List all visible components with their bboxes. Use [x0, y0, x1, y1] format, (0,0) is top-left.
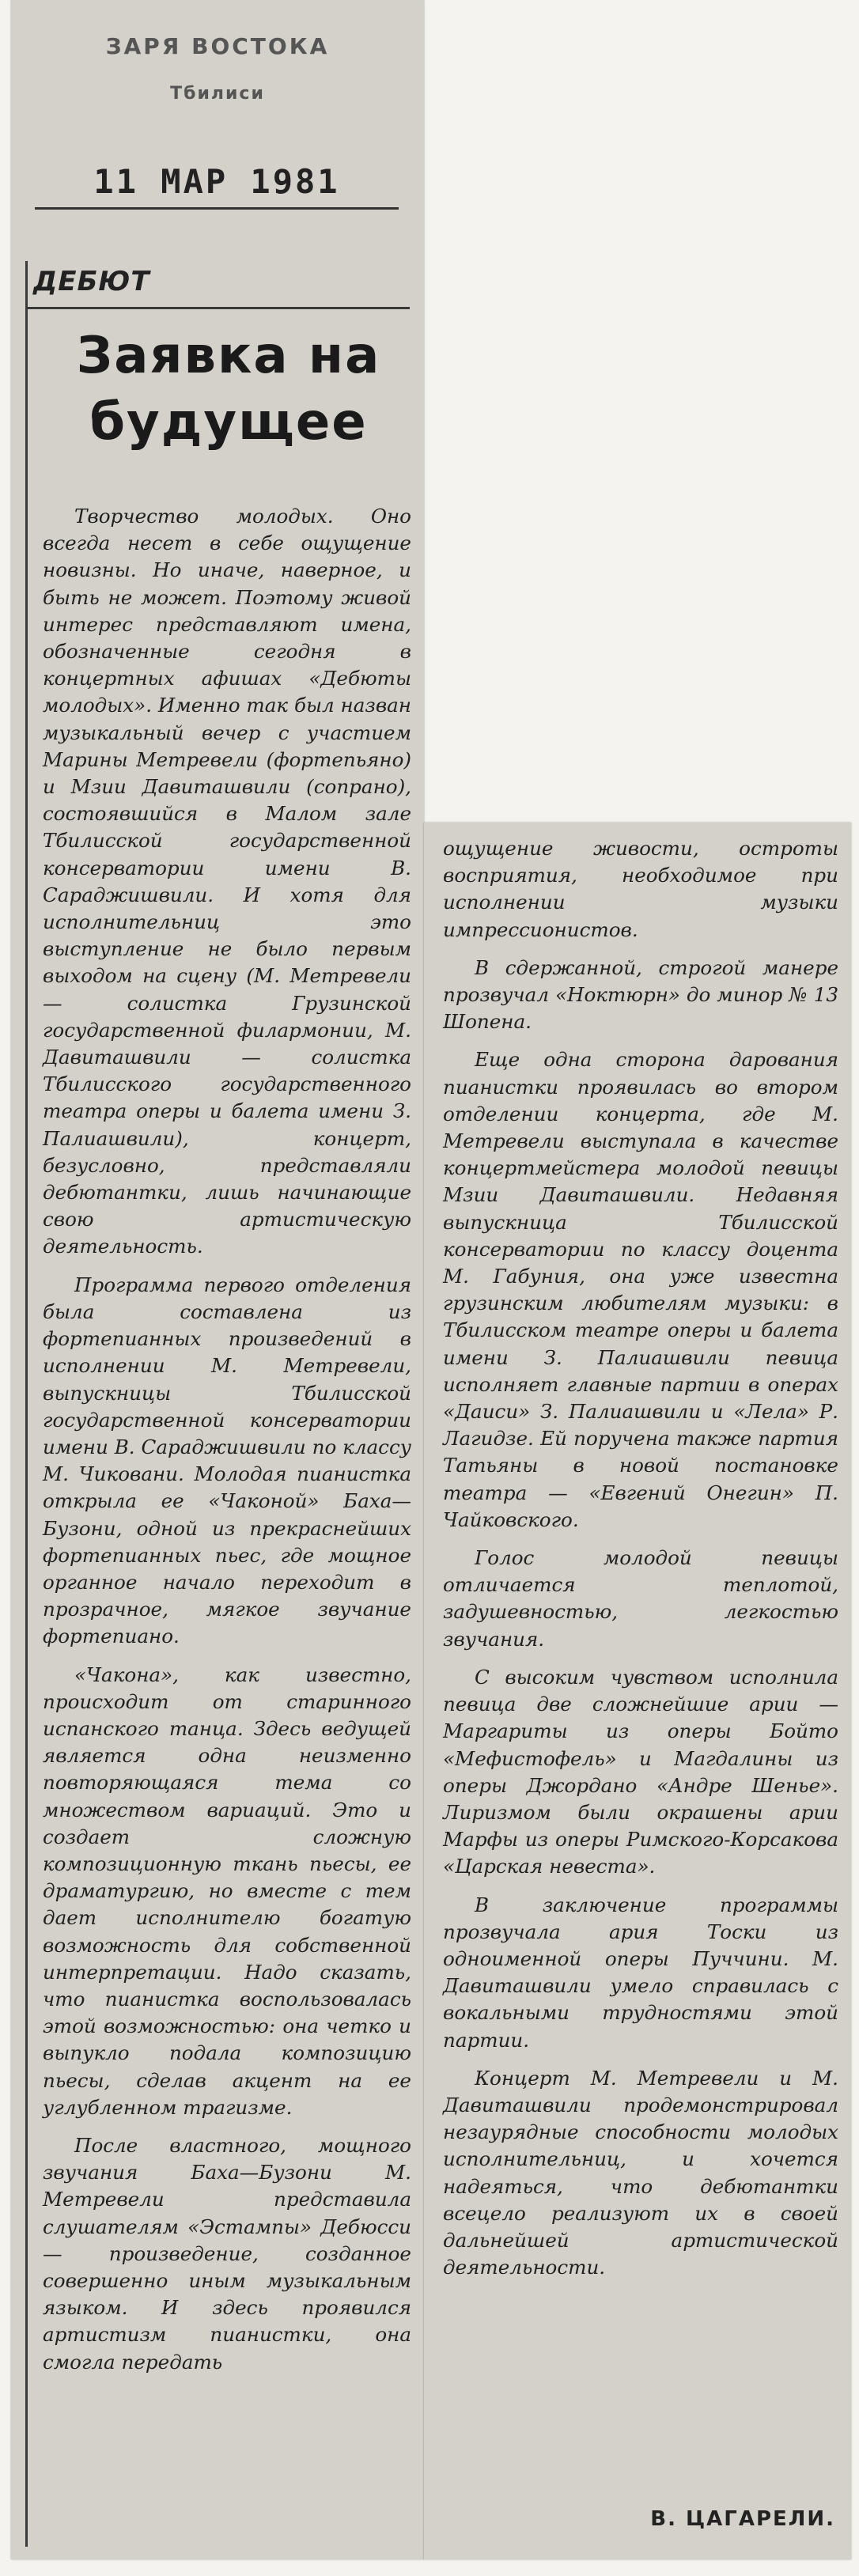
paragraph: Концерт М. Метревели и М. Давиташвили продемонстрировал незаурядные способности молодых исполнительниц, и хочется надеяться, что дебютантки всецело реализуют их в своей дальнейшей артистической деятельности. — [443, 2066, 838, 2279]
paragraph: В сдержанной, строгой манере прозвучал «Ноктюрн» до минор № 13 Шопена. — [443, 955, 838, 1034]
paragraph: Голос молодой певицы отличается теплотой, задушевностью, легкостью звучания. — [443, 1546, 838, 1651]
paragraph: Еще одна сторона дарования пианистки проявилась во втором отделении концерта, где М. Метревели выступала в качестве концертмейстера молодой певицы Мзии Давиташвили. Недавняя выпускница Тбилисской консерватории по классу доцента М. Габуния, она уже известна грузинским любителям музыки: в Тбилисском театре оперы и балета имени З. Палиашвили певица исполняет главные партии в операх «Даиси» З. Палиашвили и «Лела» Р. Лагидзе. Ей поручена также партия Татьяны в новой постановке театра — «Евгений Онегин» П. Чайковского. — [443, 1048, 838, 1531]
newspaper-name: ЗАРЯ ВОСТОКА — [105, 33, 330, 59]
rubric: ДЕБЮТ — [33, 266, 150, 297]
paragraph: «Чакона», как известно, происходит от старинного испанского танца. Здесь ведущей является одна неизменно повторяющаяся тема со множеством вариаций. Это и создает сложную композиционную ткань пьесы, ее драматургию, но вместе с тем дает исполнителю богатую возможность для собственной интерпретации. Надо сказать, что пианистка воспользовалась этой возможностью: она четко и выпукло подала композицию пьесы, сделав акцент на ее углубленном трагизме. — [43, 1662, 411, 2119]
article-column-left — [43, 503, 411, 2387]
article-column-right — [443, 835, 838, 2292]
paragraph: ощущение живости, остроты восприятия, необходимое при исполнении музыки импрессионистов. — [443, 837, 838, 941]
clipping-left-column — [11, 0, 424, 2559]
masthead — [11, 0, 424, 237]
author-signature: В. ЦАГАРЕЛИ. — [650, 2507, 835, 2531]
paragraph: С высоким чувством исполнила певица две сложнейшие арии — Маргариты из оперы Бойто «Мефистофель» и Магдалины из оперы Джордано «Андре Шенье». Лиризмом были окрашены арии Марфы из оперы Римского-Корсакова «Царская невеста». — [443, 1665, 838, 1878]
paragraph: Программа первого отделения была составлена из фортепианных произведений в исполнении М. Метревели, выпускницы Тбилисской государственной консерватории имени В. Сараджишвили по классу М. Чиковани. Молодая пианистка открыла ее «Чаконой» Баха—Бузони, одной из прекраснейших фортепианных пьес, где мощное органное начало переходит в прозрачное, мягкое звучание фортепиано. — [43, 1273, 411, 1648]
paragraph: Творчество молодых. Оно всегда несет в себе ощущение новизны. Но иначе, наверное, и быть не может. Поэтому живой интерес представляют имена, обозначенные сегодня в концертных афишах «Дебюты молодых». Именно так был назван музыкальный вечер с участием Марины Метревели (фортепьяно) и Мзии Давиташвили (сопрано), состоявшийся в Малом зале Тбилисской государственной консерватории имени В. Сараджишвили. И хотя для исполнительниц это выступление не было первым выходом на сцену (М. Метревели — солистка Грузинской государственной филармонии, М. Давиташвили — солистка Тбилисского государственного театра оперы и балета имени З. Палиашвили), концерт, безусловно, представляли дебютантки, лишь начинающие свою артистическую деятельность. — [43, 505, 411, 1258]
clipping-right-column — [424, 823, 851, 2559]
newspaper-city: Тбилиси — [170, 84, 265, 104]
paragraph: После властного, мощного звучания Баха—Бузони М. Метревели представила слушателям «Эстампы» Дебюсси — произведение, созданное совершенно иным музыкальным языком. И здесь проявился артистизм пианистки, она смогла передать — [43, 2133, 411, 2374]
paragraph: В заключение программы прозвучала ария Тоски из одноименной оперы Пуччини. М. Давиташвили умело справилась с вокальными трудностями этой партии. — [443, 1893, 838, 2052]
rubric-rule — [25, 307, 410, 309]
date-stamp: 11 МАР 1981 — [93, 162, 340, 201]
stamp-underline — [35, 207, 399, 210]
headline: Заявка на будущее — [76, 327, 381, 452]
